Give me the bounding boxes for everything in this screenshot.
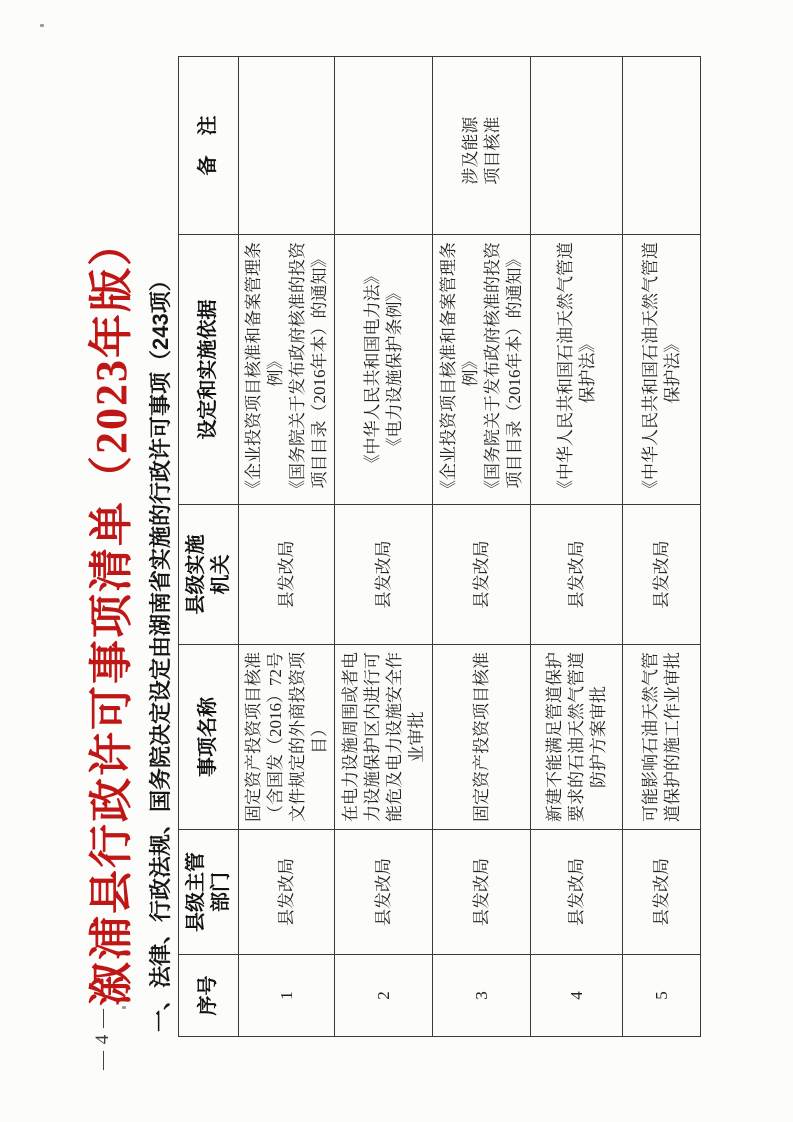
basis-cell	[335, 235, 433, 505]
citation-line: 《企业投资项目核准和备案管理条例》	[243, 242, 285, 497]
basis-cell	[239, 235, 335, 505]
dept-cell: 县发改局	[239, 830, 335, 955]
dept-cell: 县发改局	[531, 830, 623, 955]
page-number: — 4 —	[92, 1008, 113, 1070]
note-cell: 涉及能源项目核准	[433, 57, 531, 235]
note-cell	[335, 57, 433, 235]
section-heading: 一、法律、行政法规、国务院决定设定由湖南省实施的行政许可事项（243项）	[148, 269, 173, 1032]
note-cell	[239, 57, 335, 235]
item-cell: 新建不能满足管道保护要求的石油天然气管道防护方案审批	[531, 645, 623, 830]
serial-cell: 3	[433, 955, 531, 1037]
agency-cell: 县发改局	[335, 505, 433, 645]
agency-cell: 县发改局	[239, 505, 335, 645]
table-row	[433, 57, 531, 1037]
citation-line: 《国务院关于发布政府核准的投资项目目录（2016年本）的通知》	[482, 242, 524, 497]
citation-line: 《中华人民共和国石油天然气管道保护法》	[640, 242, 682, 497]
item-cell: 固定资产投资项目核准（含国发（2016）72号文件规定的外商投资项目）	[239, 645, 335, 830]
citation-line: 《中华人民共和国电力法》	[362, 267, 382, 472]
serial-cell: 1	[239, 955, 335, 1037]
citation-line: 《电力设施保护条例》	[384, 284, 404, 455]
citation-line: 《国务院关于发布政府核准的投资项目目录（2016年本）的通知》	[287, 242, 329, 497]
serial-cell: 4	[531, 955, 623, 1037]
agency-cell: 县发改局	[433, 505, 531, 645]
citation-line: 《中华人民共和国石油天然气管道保护法》	[555, 242, 597, 497]
dept-cell: 县发改局	[433, 830, 531, 955]
column-header-item: 事项名称	[179, 645, 239, 830]
note-cell	[531, 57, 623, 235]
item-cell: 在电力设施周围或者电力设施保护区内进行可能危及电力设施安全作业审批	[335, 645, 433, 830]
note-cell	[623, 57, 701, 235]
basis-cell	[433, 235, 531, 505]
serial-cell: 5	[623, 955, 701, 1037]
column-header-basis: 设定和实施依据	[179, 235, 239, 505]
table-row	[623, 57, 701, 1037]
citation-line: 《企业投资项目核准和备案管理条例》	[438, 242, 480, 497]
permit-items-table	[178, 56, 701, 1037]
dept-cell: 县发改局	[623, 830, 701, 955]
item-cell: 可能影响石油天然气管道保护的施工作业审批	[623, 645, 701, 830]
column-header-serial: 序号	[179, 955, 239, 1037]
column-header-note: 备 注	[179, 57, 239, 235]
item-cell: 固定资产投资项目核准	[433, 645, 531, 830]
table-row	[531, 57, 623, 1037]
page-title: 溆浦县行政许可事项清单（2023年版）	[87, 220, 136, 1006]
agency-cell: 县发改局	[623, 505, 701, 645]
serial-cell: 2	[335, 955, 433, 1037]
table-row	[239, 57, 335, 1037]
dept-cell: 县发改局	[335, 830, 433, 955]
table-header-row	[179, 57, 239, 1037]
basis-cell	[531, 235, 623, 505]
column-header-agency: 县级实施机关	[179, 505, 239, 645]
agency-cell: 县发改局	[531, 505, 623, 645]
table-row	[335, 57, 433, 1037]
column-header-dept: 县级主管部门	[179, 830, 239, 955]
basis-cell	[623, 235, 701, 505]
